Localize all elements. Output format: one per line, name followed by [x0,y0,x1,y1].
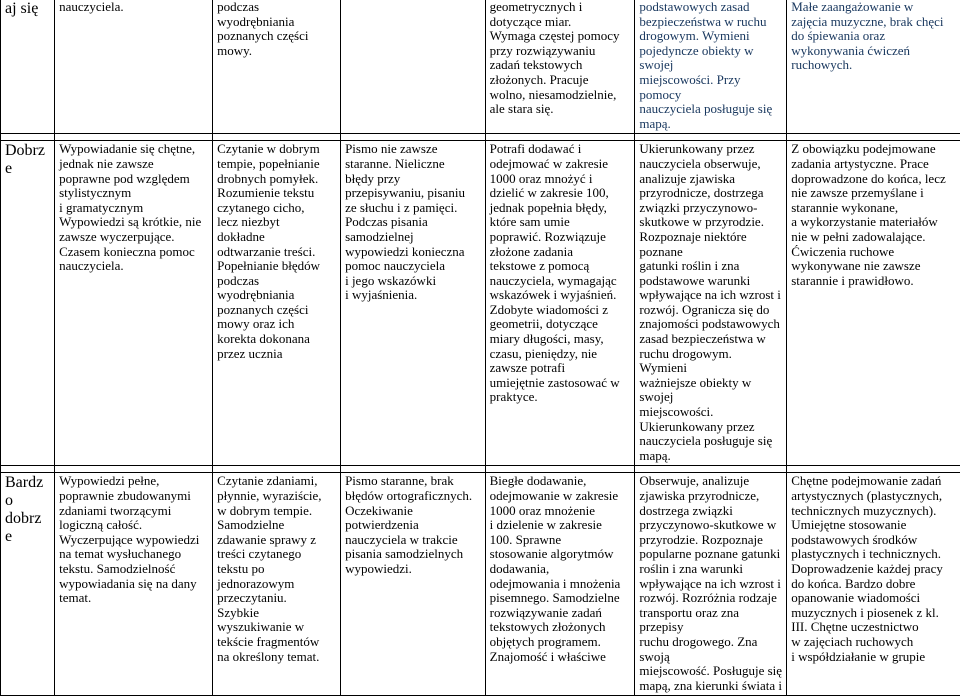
table-cell-math: Biegłe dodawanie, odejmowanie w zakresie 1000 oraz mnożenie i dzielenie w zakresie 100. Sprawne stosowanie algorytmów dodawania, odejmowania i mnożenia pisemnego. Samodzielne rozwiązywanie zadań tekstowych złożonych objętych programem. Znajomość i właściwe [485,473,635,696]
table-cell-math: geometrycznych i dotyczące miar. Wymaga częstej pomocy przy rozwiązywaniu zadań tekstowych złożonych. Pracuje wolno, niesamodzielnie, ale stara się. [485,0,635,134]
table-cell-nature: Ukierunkowany przez nauczyciela obserwuje, analizuje zjawiska przyrodnicze, dostrzega związki przyczynowo- skutkowe w przyrodzie. Rozpoznaje niektóre poznane gatunki roślin i zna podstawowe warunki wpływające na ich wzrost i rozwój. Ogranicza się do znajomości podstawowych zasad bezpieczeństwa w ruchu drogowym. Wymieni ważniejsze obiekty w swojej miejscowości. Ukierunkowany przez nauczyciela posługuje się mapą. [635,141,787,466]
table-cell-arts: Małe zaangażowanie w zajęcia muzyczne, brak chęci do śpiewania oraz wykonywania ćwiczeń ruchowych. [787,0,960,134]
table-cell-arts: Z obowiązku podejmowane zadania artystyczne. Prace doprowadzone do końca, lecz nie zawsze przemyślane i starannie wykonane, a wykorzystanie materiałów nie w pełni zadowalające. Ćwiczenia ruchowe wykonywane nie zawsze starannie i prawidłowo. [787,141,960,466]
table-row-sufficient [1,0,960,134]
table-cell-speaking: Wypowiedzi pełne, poprawnie zbudowanymi zdaniami tworzącymi logiczną całość. Wyczerpujące wypowiedzi na temat wysłuchanego tekstu. Samodzielność wypowiadania się na dany temat. [55,473,213,696]
table-cell-reading: Czytanie zdaniami, płynnie, wyraziście, w dobrym tempie. Samodzielne zdawanie sprawy z treści czytanego tekstu po jednorazowym przeczytaniu. Szybkie wyszukiwanie w tekście fragmentów na określony temat. [213,473,341,696]
grade-label: Dobrz e [1,141,55,466]
table-cell-writing [341,0,486,134]
table-cell-math: Potrafi dodawać i odejmować w zakresie 1000 oraz mnożyć i dzielić w zakresie 100, jednak popełnia błędy, które sam umie poprawić. Rozwiązuje złożone zadania tekstowe z pomocą nauczyciela, wymagając wskazówek i wyjaśnień. Zdobyte wiadomości z geometrii, dotyczące miary długości, masy, czasu, pieniędzy, nie zawsze potrafi umiejętnie zastosować w praktyce. [485,141,635,466]
table-cell-speaking: nauczyciela. [55,0,213,134]
grade-label: Bardz o dobrz e [1,473,55,696]
table-cell-nature: Obserwuje, analizuje zjawiska przyrodnicze, dostrzega związki przyczynowo-skutkowe w przyrodzie. Rozpoznaje popularne poznane gatunki roślin i zna warunki wpływające na ich wzrost i rozwój. Rozróżnia rodzaje transportu oraz zna przepisy ruchu drogowego. Zna swoją miejscowość. Posługuje się mapą, zna kierunki świata i [635,473,787,696]
table-cell-reading: podczas wyodrębniania poznanych części mowy. [213,0,341,134]
table-cell-nature: podstawowych zasad bezpieczeństwa w ruchu drogowym. Wymieni pojedyncze obiekty w swojej miejscowości. Przy pomocy nauczyciela posługuje się mapą. [635,0,787,134]
table-spacer [1,134,960,141]
table-spacer [1,466,960,473]
grade-label: aj się [1,0,55,134]
table-cell-arts: Chętne podejmowanie zadań artystycznych (plastycznych, technicznych muzycznych). Umiejętne stosowanie podstawowych środków plastycznych i technicznych. Doprowadzenie każdej pracy do końca. Bardzo dobre opanowanie wiadomości muzycznych i piosenek z kl. III. Chętne uczestnictwo w zajęciach ruchowych i współdziałanie w grupie [787,473,960,696]
table-cell-speaking: Wypowiadanie się chętne, jednak nie zawsze poprawne pod względem stylistycznym i gramatycznym Wypowiedzi są krótkie, nie zawsze wyczerpujące. Czasem konieczna pomoc nauczyciela. [55,141,213,466]
table-cell-reading: Czytanie w dobrym tempie, popełnianie drobnych pomyłek. Rozumienie tekstu czytanego cicho, lecz niezbyt dokładne odtwarzanie treści. Popełnianie błędów podczas wyodrębniania poznanych części mowy oraz ich korekta dokonana przez ucznia [213,141,341,466]
table-cell-writing: Pismo nie zawsze staranne. Nieliczne błędy przy przepisywaniu, pisaniu ze słuchu i z pamięci. Podczas pisania samodzielnej wypowiedzi konieczna pomoc nauczyciela i jego wskazówki i wyjaśnienia. [341,141,486,466]
table-row-very-good [1,473,960,696]
table-row-good [1,141,960,466]
table-cell-writing: Pismo staranne, brak błędów ortograficznych. Oczekiwanie potwierdzenia nauczyciela w trakcie pisania samodzielnych wypowiedzi. [341,473,486,696]
